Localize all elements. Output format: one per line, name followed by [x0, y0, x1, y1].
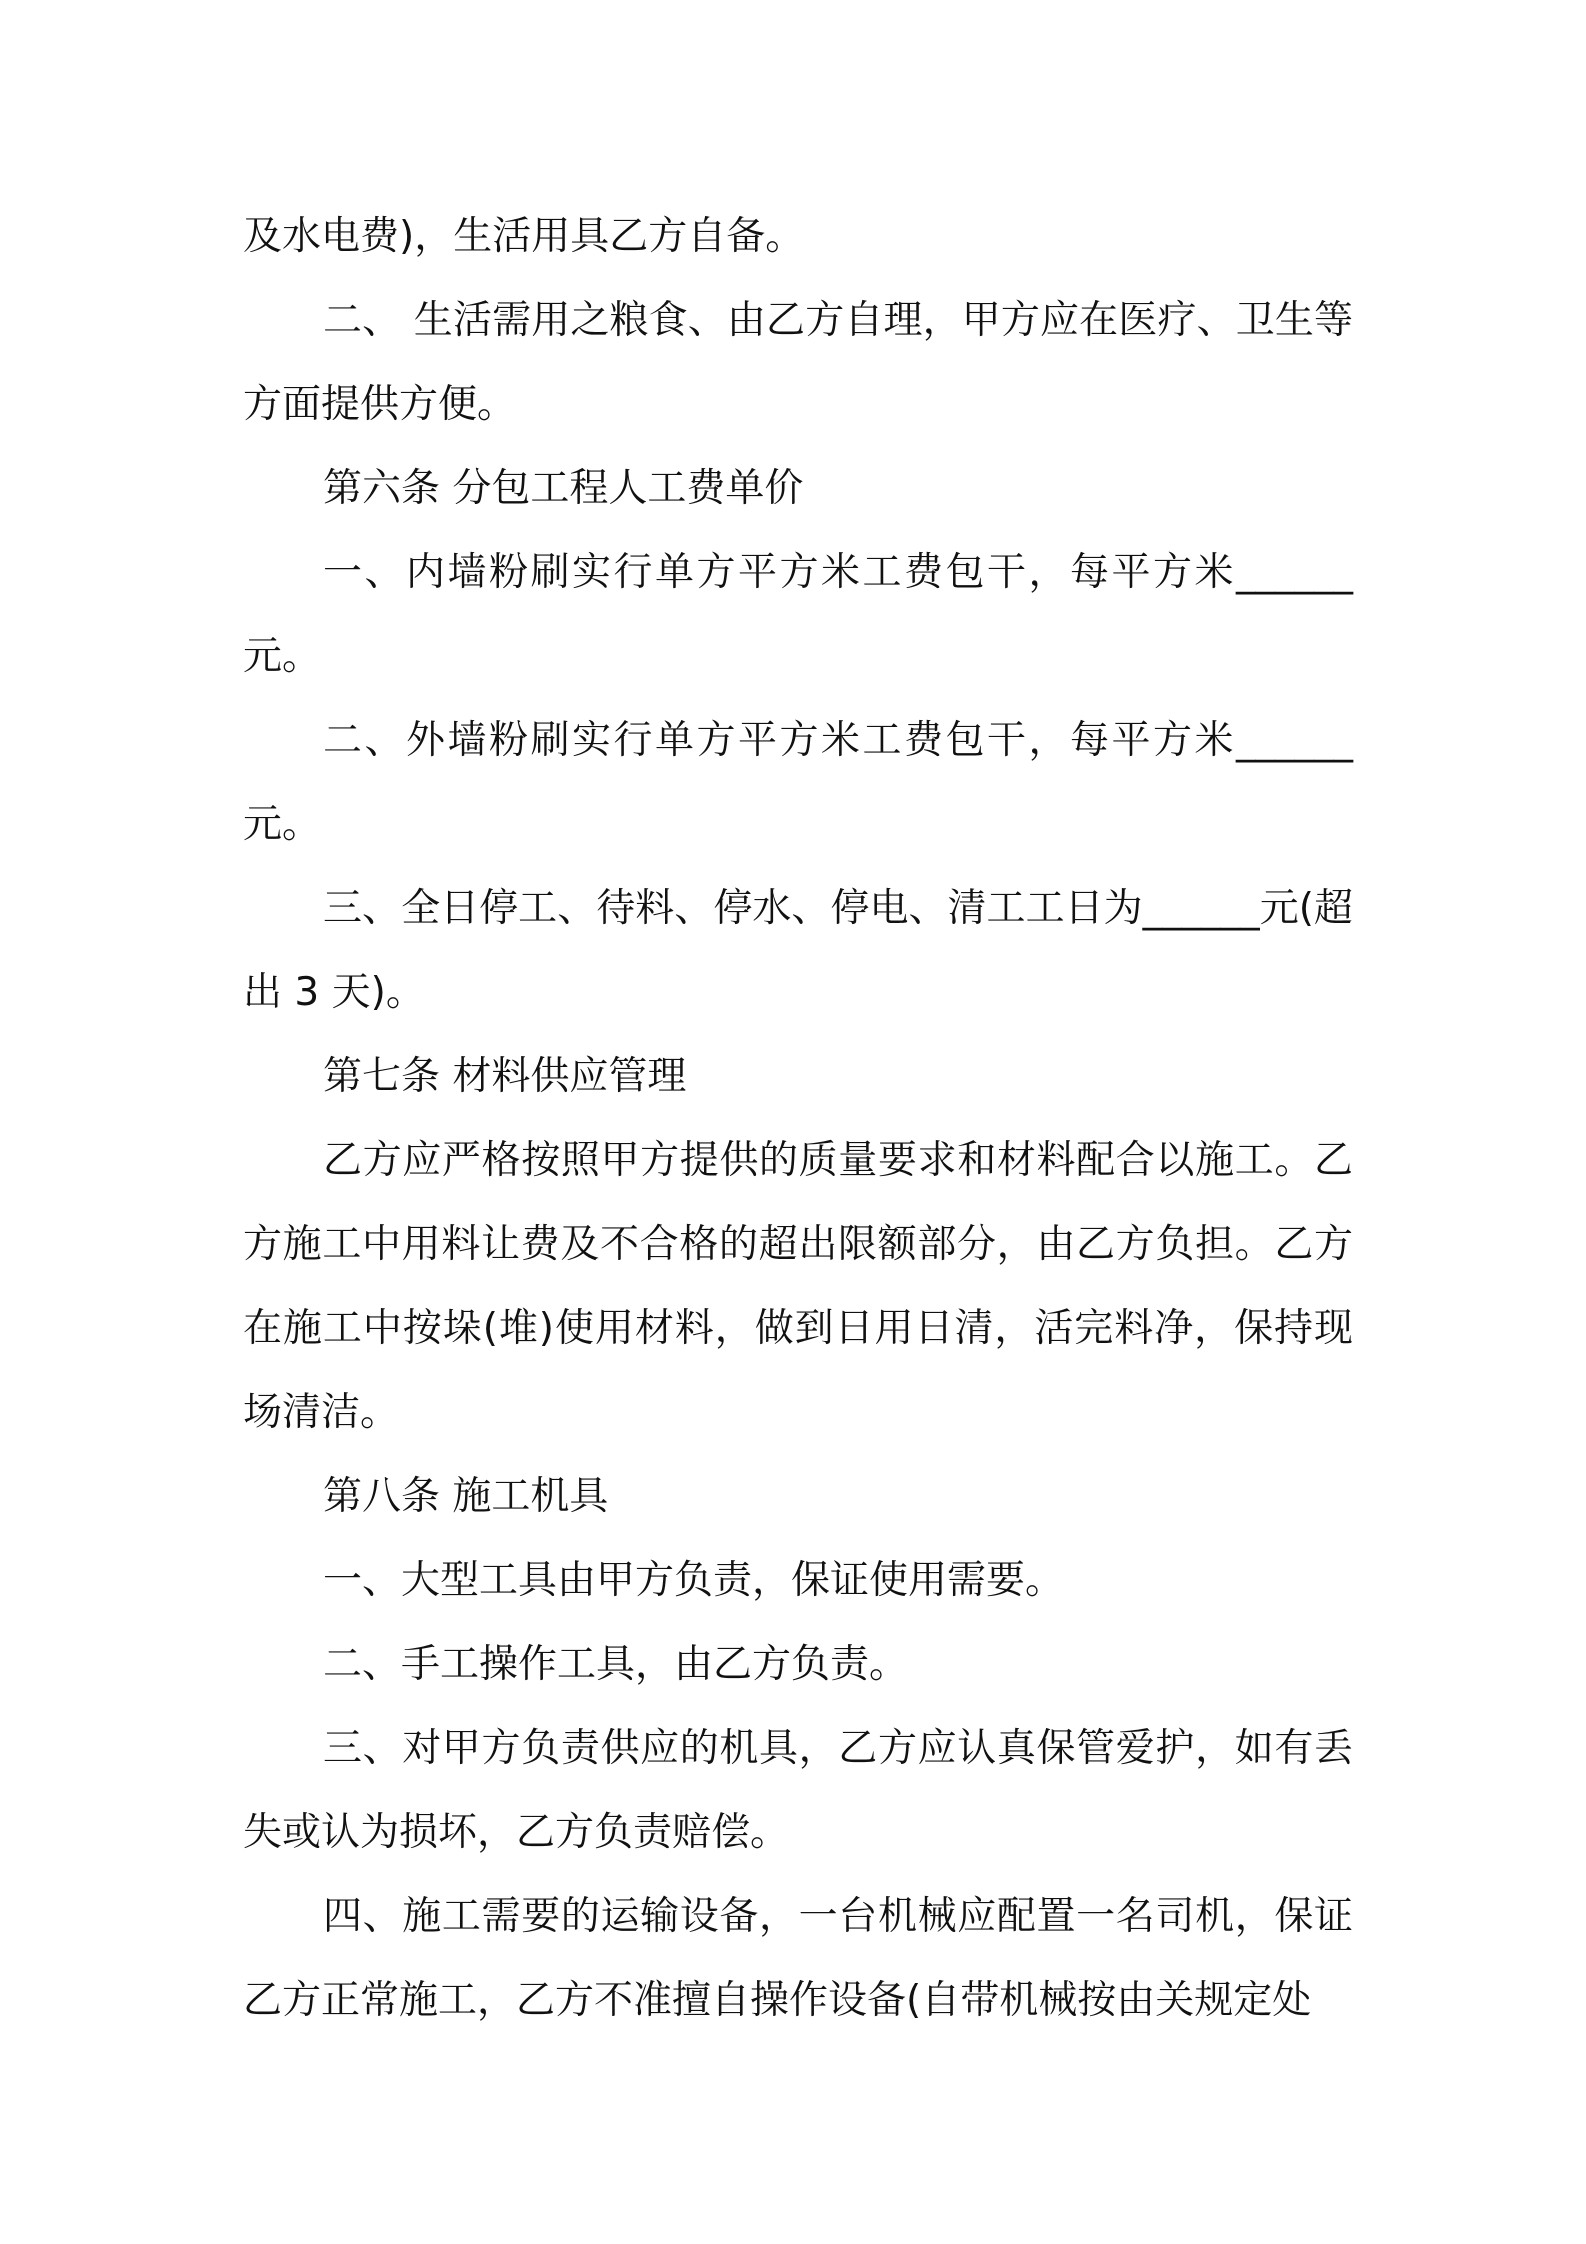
paragraph-food-medical: 二、 生活需用之粮食、由乙方自理，甲方应在医疗、卫生等方面提供方便。	[243, 298, 1353, 427]
paragraph-material-management: 乙方应严格按照甲方提供的质量要求和材料配合以施工。乙方施工中用料让费及不合格的超出限额部分，由乙方负担。乙方在施工中按垛(堆)使用材料，做到日用日清，活完料净，保持现场清洁。	[243, 1138, 1353, 1435]
paragraph-interior-plaster-price: 一、内墙粉刷实行单方平方米工费包干，每平方米______元。	[243, 550, 1353, 679]
paragraph-hand-tools: 二、手工操作工具，由乙方负责。	[323, 1642, 909, 1687]
paragraph-transport-equipment: 四、施工需要的运输设备，一台机械应配置一名司机，保证乙方正常施工，乙方不准擅自操作设备(自带机械按由关规定处	[243, 1894, 1353, 2023]
article-8-heading: 第八条 施工机具	[323, 1474, 609, 1519]
article-6-heading: 第六条 分包工程人工费单价	[323, 466, 804, 511]
paragraph-continuation: 及水电费)，生活用具乙方自备。	[243, 214, 805, 259]
paragraph-idle-workday-price: 三、全日停工、待料、停水、停电、清工工日为______元(超出 3 天)。	[243, 886, 1353, 1015]
document-body	[243, 195, 1353, 2043]
paragraph-large-tools: 一、大型工具由甲方负责，保证使用需要。	[323, 1558, 1065, 1603]
paragraph-equipment-care: 三、对甲方负责供应的机具，乙方应认真保管爱护，如有丢失或认为损坏，乙方负责赔偿。	[243, 1726, 1353, 1855]
article-7-heading: 第七条 材料供应管理	[323, 1054, 687, 1099]
paragraph-exterior-plaster-price: 二、外墙粉刷实行单方平方米工费包干，每平方米______元。	[243, 718, 1353, 847]
